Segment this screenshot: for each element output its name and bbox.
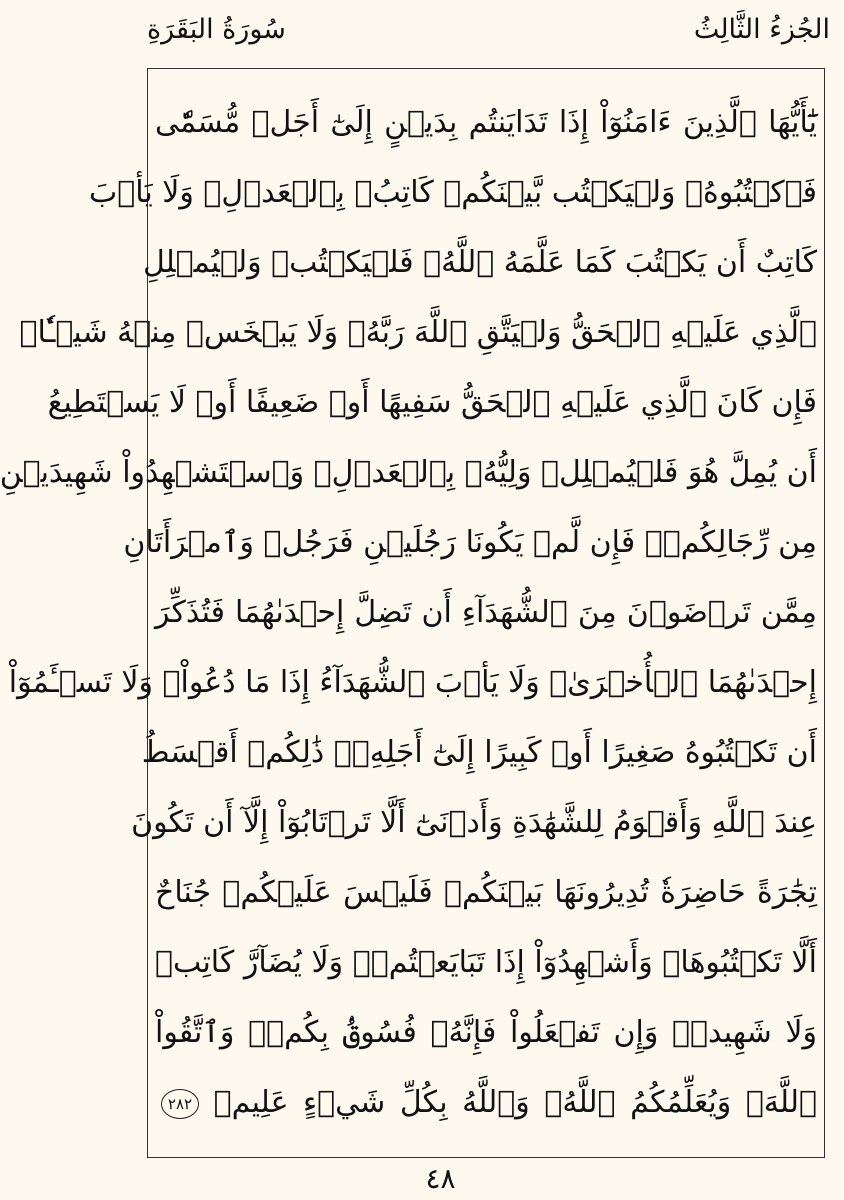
page-number: ٤٨ — [425, 1162, 456, 1195]
verse-line: أَن تَكۡتُبُوهُ صَغِيرًا أَوۡ كَبِيرًا إِلَىٰٓ أَجَلِهِۦۚ ذَٰلِكُمۡ أَقۡسَطُ — [141, 735, 817, 770]
verse-line: كَاتِبٌ أَن يَكۡتُبَ كَمَا عَلَّمَهُ ٱللَّهُۚ فَلۡيَكۡتُبۡ وَلۡيُمۡلِلِ — [142, 245, 817, 280]
verse-line-text: ٱللَّهَۖ وَيُعَلِّمُكُمُ ٱللَّهُۗ وَٱللَّهُ بِكُلِّ شَيۡءٍ عَلِيمٞ — [213, 1085, 818, 1120]
verse-line: أَلَّا تَكۡتُبُوهَاۗ وَأَشۡهِدُوٓاْ إِذَا تَبَايَعۡتُمۡۚ وَلَا يُضَآرَّ كَاتِبٞ — [155, 945, 817, 980]
verse-text — [0, 88, 818, 1148]
verse-line: ٱلَّذِي عَلَيۡهِ ٱلۡحَقُّ وَلۡيَتَّقِ ٱللَّهَ رَبَّهُۥ وَلَا يَبۡخَسۡ مِنۡهُ شَيۡـٔٗاۚ — [19, 315, 817, 350]
verse-line: وَلَا شَهِيدٞۚ وَإِن تَفۡعَلُواْ فَإِنَّهُۥ فُسُوقُۢ بِكُمۡۗ وَٱتَّقُواْ — [155, 1015, 817, 1050]
ayah-number-marker: ٢٨٢ — [161, 1089, 199, 1119]
surah-title: سُورَةُ البَقَرَةِ — [147, 14, 286, 45]
verse-line: إِحۡدَىٰهُمَا ٱلۡأُخۡرَىٰۚ وَلَا يَأۡبَ ٱلشُّهَدَآءُ إِذَا مَا دُعُواْۚ وَلَا تَسۡـَٔمُوٓاْ — [8, 665, 817, 700]
verse-line: عِندَ ٱللَّهِ وَأَقۡوَمُ لِلشَّهَٰدَةِ وَأَدۡنَىٰٓ أَلَّا تَرۡتَابُوٓاْ إِلَّآ أَن تَكُونَ — [131, 805, 817, 840]
verse-line: مِمَّن تَرۡضَوۡنَ مِنَ ٱلشُّهَدَآءِ أَن تَضِلَّ إِحۡدَىٰهُمَا فَتُذَكِّرَ — [155, 595, 817, 630]
verse-line: فَإِن كَانَ ٱلَّذِي عَلَيۡهِ ٱلۡحَقُّ سَفِيهًا أَوۡ ضَعِيفًا أَوۡ لَا يَسۡتَطِيعُ — [47, 385, 817, 420]
verse-line: مِن رِّجَالِكُمۡۖ فَإِن لَّمۡ يَكُونَا رَجُلَيۡنِ فَرَجُلٞ وَٱمۡرَأَتَانِ — [123, 525, 817, 560]
verse-line: فَٱكۡتُبُوهُۚ وَلۡيَكۡتُب بَّيۡنَكُمۡ كَاتِبُۢ بِٱلۡعَدۡلِۚ وَلَا يَأۡبَ — [88, 175, 817, 210]
verse-line: تِجَٰرَةً حَاضِرَةٗ تُدِيرُونَهَا بَيۡنَكُمۡ فَلَيۡسَ عَلَيۡكُمۡ جُنَاحٌ — [155, 875, 817, 910]
verse-line: أَن يُمِلَّ هُوَ فَلۡيُمۡلِلۡ وَلِيُّهُۥ بِٱلۡعَدۡلِۚ وَٱسۡتَشۡهِدُواْ شَهِيدَيۡنِ — [0, 455, 817, 490]
page-header — [147, 10, 830, 58]
verse-line-last — [155, 1068, 817, 1138]
verse-line: يَٰٓأَيُّهَا ٱلَّذِينَ ءَامَنُوٓاْ إِذَا تَدَايَنتُم بِدَيۡنٍ إِلَىٰٓ أَجَلٖ مُّسَمّٗى — [155, 105, 817, 140]
juz-title: الجُزءُ الثَّالِثُ — [693, 14, 830, 45]
